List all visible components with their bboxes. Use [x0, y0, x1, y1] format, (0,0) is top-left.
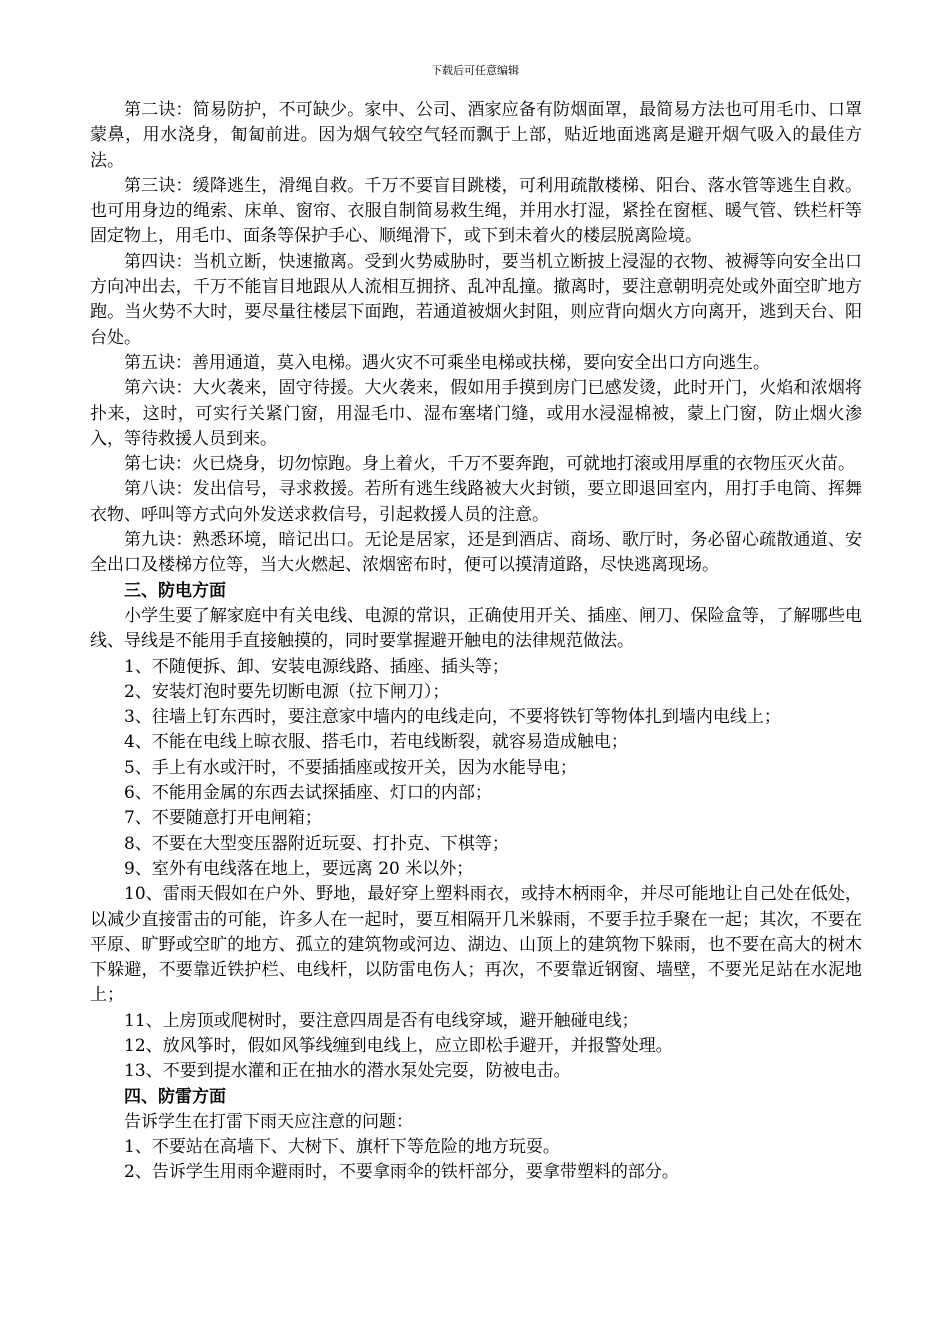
list-item-lightning-2: 2、告诉学生用雨伞避雨时，不要拿雨伞的铁杆部分，要拿带塑料的部分。 [124, 1162, 679, 1183]
list-item-electricity-2: 2、安装灯泡时要先切断电源（拉下闸刀）； [124, 681, 450, 702]
paragraph-fire-tip-3: 第三诀：缓降逃生，滑绳自救。千万不要盲目跳楼，可利用疏散楼梯、阳台、落水管等逃生自救。也可用身边的绳索、床单、窗帘、衣服自制简易救生绳，并用水打湿，紧拴在窗框、暖气管、铁栏杆等固定物上，用毛巾、面条等保护手心、顺绳滑下，或下到未着火的楼层脱离险境。 [90, 175, 862, 247]
paragraph-fire-tip-7: 第七诀：火已烧身，切勿惊跑。身上着火，千万不要奔跑，可就地打滚或用厚重的衣物压灭火苗。 [124, 454, 855, 475]
list-item-electricity-3: 3、往墙上钉东西时，要注意家中墙内的电线走向，不要将铁钉等物体扎到墙内电线上； [124, 707, 781, 728]
header-note: 下载后可任意编辑 [431, 64, 519, 77]
list-item-electricity-1: 1、不随便拆、卸、安装电源线路、插座、插头等； [124, 656, 509, 677]
list-item-electricity-10: 10、雷雨天假如在户外、野地，最好穿上塑料雨衣，或持木柄雨伞，并尽可能地让自己处在低处，以减少直接雷击的可能，许多人在一起时，要互相隔开几米躲雨，不要手拉手聚在一起；其次，不要在平原、旷野或空旷的地方、孤立的建筑物或河边、湖边、山顶上的建筑物下躲雨，也不要在高大的树木下躲避，不要靠近铁护栏、电线杆，以防雷电伤人；再次，不要靠近钢窗、墙壁，不要光足站在水泥地上； [90, 884, 862, 1006]
paragraph-fire-tip-4: 第四诀：当机立断，快速撤离。受到火势威胁时，要当机立断披上浸湿的衣物、被褥等向安全出口方向冲出去，千万不能盲目地跟从人流相互拥挤、乱冲乱撞。撤离时，要注意朝明亮处或外面空旷地方跑。当火势不大时，要尽量往楼层下面跑，若通道被烟火封阻，则应背向烟火方向离开，逃到天台、阳台处。 [90, 251, 862, 348]
paragraph-lightning-intro: 告诉学生在打雷下雨天应注意的问题： [124, 1111, 413, 1132]
list-item-electricity-8: 8、不要在大型变压器附近玩耍、打扑克、下棋等； [124, 833, 509, 854]
paragraph-fire-tip-8: 第八诀：发出信号，寻求救援。若所有逃生线路被大火封锁，要立即退回室内，用打手电筒、挥舞衣物、呼叫等方式向外发送求救信号，引起救援人员的注意。 [90, 479, 862, 525]
paragraph-fire-tip-9: 第九诀：熟悉环境，暗记出口。无论是居家，还是到酒店、商场、歌厅时，务必留心疏散通道、安全出口及楼梯方位等，当大火燃起、浓烟密布时，便可以摸清道路，尽快逃离现场。 [90, 530, 862, 576]
list-item-lightning-1: 1、不要站在高墙下、大树下、旗杆下等危险的地方玩耍。 [124, 1137, 560, 1158]
list-item-electricity-4: 4、不能在电线上晾衣服、搭毛巾，若电线断裂，就容易造成触电； [124, 732, 628, 753]
list-item-electricity-7: 7、不要随意打开电闸箱； [124, 808, 322, 829]
list-item-electricity-12: 12、放风筝时，假如风筝线缠到电线上，应立即松手避开，并报警处理。 [124, 1035, 673, 1056]
section-heading-lightning: 四、防雷方面 [124, 1086, 226, 1107]
paragraph-fire-tip-6: 第六诀：大火袭来，固守待援。大火袭来，假如用手摸到房门已感发烫，此时开门，火焰和浓烟将扑来，这时，可实行关紧门窗，用湿毛巾、湿布塞堵门缝，或用水浸湿棉被，蒙上门窗，防止烟火渗入，等待救援人员到来。 [90, 378, 862, 449]
paragraph-electricity-intro: 小学生要了解家庭中有关电线、电源的常识，正确使用开关、插座、闸刀、保险盒等，了解哪些电线、导线是不能用手直接触摸的，同时要掌握避开触电的法律规范做法。 [90, 605, 862, 652]
list-item-electricity-9: 9、室外有电线落在地上，要远离 20 米以外； [124, 858, 474, 879]
list-item-electricity-6: 6、不能用金属的东西去试探插座、灯口的内部； [124, 783, 492, 804]
document-body [90, 98, 862, 1186]
list-item-electricity-11: 11、上房顶或爬树时，要注意四周是否有电线穿域，避开触碰电线； [124, 1010, 639, 1031]
paragraph-fire-tip-2: 第二诀：简易防护，不可缺少。家中、公司、酒家应备有防烟面罩，最简易方法也可用毛巾、口罩蒙鼻，用水浇身，匍匐前进。因为烟气较空气轻而飘于上部，贴近地面逃离是避开烟气吸入的最佳方法。 [90, 100, 862, 171]
section-heading-electricity: 三、防电方面 [124, 580, 226, 601]
paragraph-fire-tip-5: 第五诀：善用通道，莫入电梯。遇火灾不可乘坐电梯或扶梯，要向安全出口方向逃生。 [124, 352, 770, 373]
list-item-electricity-5: 5、手上有水或汗时，不要插插座或按开关，因为水能导电； [124, 757, 577, 778]
list-item-electricity-13: 13、不要到提水灌和正在抽水的潜水泵处完耍，防被电击。 [124, 1061, 571, 1082]
